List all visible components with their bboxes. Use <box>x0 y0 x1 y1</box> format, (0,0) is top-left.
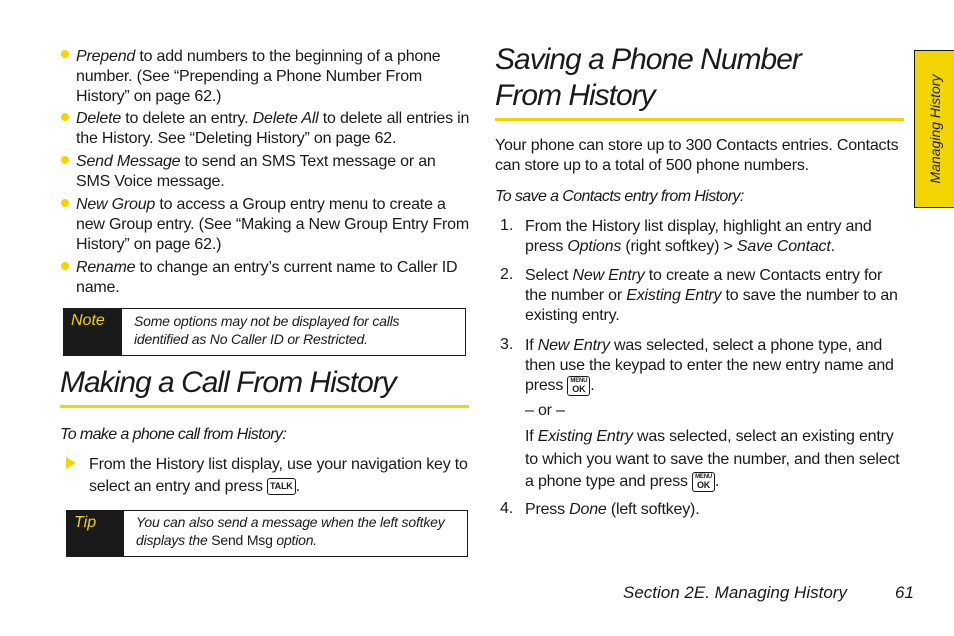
bullet-dot <box>61 156 69 164</box>
heading-line-2: From History <box>495 79 655 112</box>
save-contact-option: Save Contact <box>736 238 831 255</box>
existing-entry-option: Existing Entry <box>626 287 722 304</box>
step-number: 3. <box>500 336 514 353</box>
or-separator: – or – <box>525 402 565 419</box>
bullet-dot <box>61 113 69 121</box>
bullet-term: Delete <box>76 110 122 127</box>
bullet-text: to change an entry’s current name to Caller ID name. <box>76 259 458 296</box>
tip-box <box>66 510 468 557</box>
note-label: Note <box>64 309 122 355</box>
bullet-term: New Group <box>76 196 156 213</box>
bullet-term: Send Message <box>76 153 181 170</box>
step-2: Select New Entry to create a new Contacts entry for the number or Existing Entry to save the number to an existing entry. <box>525 267 898 324</box>
step-1: From the History list display, highlight an entry and press Options (right softkey) > Save Contact. <box>525 218 872 255</box>
talk-key-icon: TALK <box>267 478 296 495</box>
bullet-text: to delete an entry. <box>121 110 253 127</box>
section-heading-saving-number <box>495 42 801 114</box>
bullet-text-2: to delete all entries in the History. See “Deleting History” on page 62. <box>76 110 470 147</box>
bullet-term: Rename <box>76 259 136 276</box>
bullet-send-message <box>76 152 471 192</box>
step-number: 2. <box>500 266 514 283</box>
step-number: 4. <box>500 500 514 517</box>
done-softkey: Done <box>569 501 607 518</box>
bullet-text: to access a Group entry menu to create a new Group entry. (See “Making a New Group Entry From History” on page 62.) <box>76 196 470 253</box>
new-entry-option: New Entry <box>572 267 645 284</box>
arrow-step: From the History list display, use your navigation key to select an entry and press TALK . <box>89 456 468 495</box>
procedure-subhead: To make a phone call from History: <box>60 426 287 443</box>
procedure-subhead: To save a Contacts entry from History: <box>495 188 744 205</box>
step-3-alt: If Existing Entry was selected, select an existing entry to which you want to save the number, and then select a phone type and press MENU OK . <box>525 428 900 490</box>
bullet-rename <box>76 258 471 298</box>
side-tab-label: Managing History <box>926 74 943 184</box>
bullet-term-2: Delete All <box>252 110 319 127</box>
menu-ok-key-icon: MENU OK <box>692 472 715 492</box>
side-tab <box>914 50 954 208</box>
tip-text: You can also send a message when the left softkey displays the Send Msg option. <box>136 514 445 548</box>
section-heading-making-call: Making a Call From History <box>60 366 396 399</box>
intro-paragraph: Your phone can store up to 300 Contacts entries. Contacts can store up to a total of 500 phone numbers. <box>495 137 899 174</box>
heading-line-1: Saving a Phone Number <box>495 43 801 76</box>
bullet-term: Prepend <box>76 48 136 65</box>
step-4: Press Done (left softkey). <box>525 501 700 518</box>
arrow-step-text: From the History list display, use your navigation key to select an entry and press <box>89 456 468 495</box>
tip-softkey-label: Send Msg <box>211 532 273 548</box>
bullet-prepend <box>76 47 471 107</box>
footer-section: Section 2E. Managing History <box>623 583 847 602</box>
options-softkey: Options <box>567 238 622 255</box>
note-text: Some options may not be displayed for calls identified as No Caller ID or Restricted. <box>134 313 400 347</box>
new-entry-option: New Entry <box>537 337 610 354</box>
note-box <box>63 308 466 356</box>
page-number: 61 <box>895 583 914 602</box>
bullet-delete <box>76 109 471 149</box>
step-number: 1. <box>500 217 514 234</box>
heading-rule <box>495 118 904 121</box>
bullet-text: to send an SMS Text message or an SMS Voice message. <box>76 153 436 190</box>
bullet-new-group <box>76 195 471 255</box>
bullet-dot <box>61 50 69 58</box>
arrow-bullet-icon <box>66 457 76 469</box>
step-3: If New Entry was selected, select a phone type, and then use the keypad to enter the new entry name and press MENU OK . <box>525 337 894 395</box>
bullet-dot <box>61 262 69 270</box>
bullet-text: to add numbers to the beginning of a phone number. (See “Prepending a Phone Number From History” on page 62.) <box>76 48 441 105</box>
menu-ok-key-icon: MENU OK <box>567 376 590 396</box>
bullet-dot <box>61 199 69 207</box>
tip-label: Tip <box>67 511 124 556</box>
existing-entry-option: Existing Entry <box>537 428 633 445</box>
heading-rule <box>60 405 469 408</box>
